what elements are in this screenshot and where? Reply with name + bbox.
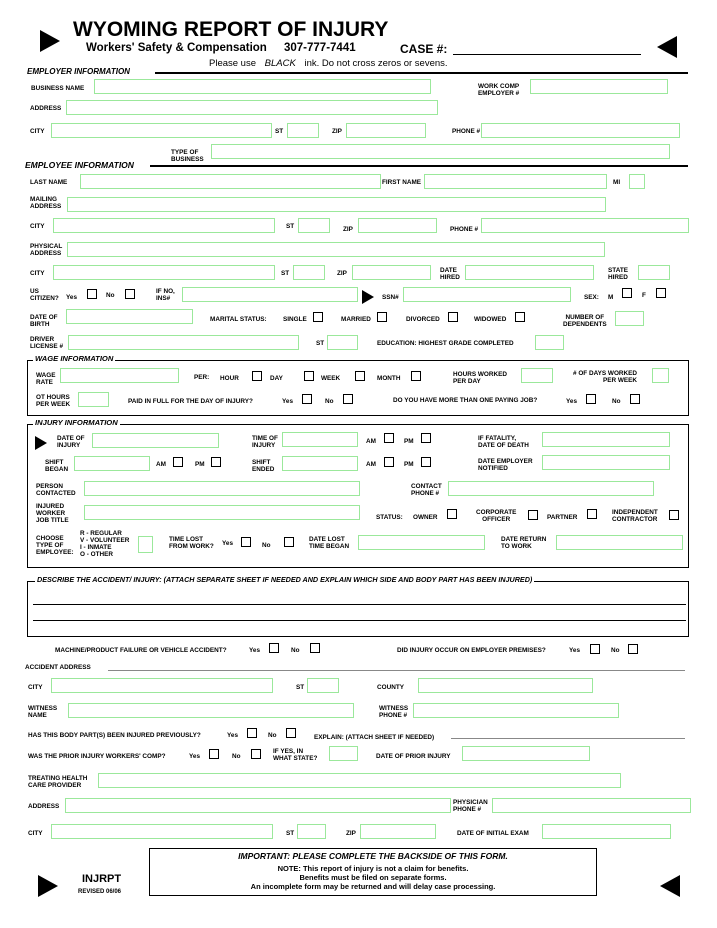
describe-line[interactable] xyxy=(33,604,686,605)
employer-section-title: EMPLOYER INFORMATION xyxy=(27,67,130,76)
physician-phone-field[interactable] xyxy=(492,798,691,813)
employee-city-field[interactable] xyxy=(53,218,275,233)
explain-label: EXPLAIN: (ATTACH SHEET IF NEEDED) xyxy=(314,734,435,741)
premises-no-checkbox[interactable] xyxy=(628,644,638,654)
previous-injury-label: HAS THIS BODY PART(S) BEEN INJURED PREVIOUSLY? xyxy=(28,732,201,739)
date-hired-label: DATE HIRED xyxy=(440,267,460,281)
mi-label: MI xyxy=(613,179,621,186)
sex-label: SEX: xyxy=(584,294,599,301)
injury-section-title: INJURY INFORMATION xyxy=(35,418,118,427)
date-prior-label: DATE OF PRIOR INJURY xyxy=(376,753,451,760)
independent-contractor-label: INDEPENDENT CONTRACTOR xyxy=(612,509,658,523)
witness-name-field[interactable] xyxy=(68,703,354,718)
shift-began-am-label: AM xyxy=(156,461,166,468)
employer-address-label: ADDRESS xyxy=(30,105,62,112)
per-label: PER: xyxy=(194,374,210,381)
prior-no-label: No xyxy=(232,753,241,760)
license-st-label: ST xyxy=(316,340,325,347)
premises-yes-checkbox[interactable] xyxy=(590,644,600,654)
premises-no-label: No xyxy=(611,647,620,654)
injury-pm-label: PM xyxy=(404,438,414,445)
shift-began-am-checkbox[interactable] xyxy=(173,457,183,467)
employee-city-label: CITY xyxy=(30,223,45,230)
wage-section-title: WAGE INFORMATION xyxy=(35,354,114,363)
employee-phone-field[interactable] xyxy=(481,218,689,233)
wage-rate-field[interactable] xyxy=(60,368,179,383)
hour-label: HOUR xyxy=(220,375,239,382)
provider-label: TREATING HEALTH CARE PROVIDER xyxy=(28,775,88,789)
explain-line[interactable] xyxy=(451,738,685,739)
prior-yes-checkbox[interactable] xyxy=(209,749,219,759)
job-title-field[interactable] xyxy=(84,505,360,520)
job-title-label: INJURED WORKER JOB TITLE xyxy=(36,503,69,524)
business-type-field[interactable] xyxy=(211,144,670,159)
license-label: DRIVER LICENSE # xyxy=(30,336,64,350)
week-checkbox[interactable] xyxy=(355,371,365,381)
return-to-work-label: DATE RETURN TO WORK xyxy=(501,536,547,550)
sex-f-label: F xyxy=(642,292,646,299)
shift-ended-pm-checkbox[interactable] xyxy=(421,457,431,467)
married-label: MARRIED xyxy=(341,316,371,323)
arrow-right-icon xyxy=(362,290,374,304)
business-name-label: BUSINESS NAME xyxy=(31,85,85,92)
county-field[interactable] xyxy=(418,678,593,693)
employee-section-title: EMPLOYEE INFORMATION xyxy=(25,160,134,170)
divider xyxy=(155,72,688,74)
employer-zip-label: ZIP xyxy=(332,128,342,135)
paid-in-full-label: PAID IN FULL FOR THE DAY OF INJURY? xyxy=(128,398,253,405)
arrow-right-icon xyxy=(38,875,58,897)
important-notice xyxy=(149,848,597,896)
describe-section-title: DESCRIBE THE ACCIDENT/ INJURY: (ATTACH SEPARATE SHEET IF NEEDED AND EXPLAIN WHICH SIDE AND BODY PART HAS BEEN INJURED) xyxy=(37,575,533,584)
widowed-label: WIDOWED xyxy=(474,316,507,323)
prior-yes-label: Yes xyxy=(189,753,201,760)
machine-yes-checkbox[interactable] xyxy=(269,643,279,653)
employer-st-field[interactable] xyxy=(287,123,319,138)
shift-ended-pm-label: PM xyxy=(404,461,414,468)
note-line: NOTE: This report of injury is not a claim for benefits. xyxy=(277,864,469,873)
month-label: MONTH xyxy=(377,375,401,382)
dependents-label: NUMBER OF DEPENDENTS xyxy=(563,314,607,328)
contact-phone-field[interactable] xyxy=(448,481,654,496)
shift-ended-label: SHIFT ENDED xyxy=(252,459,275,473)
employer-city-label: CITY xyxy=(30,128,45,135)
return-to-work-field[interactable] xyxy=(556,535,683,550)
state-hired-field[interactable] xyxy=(638,265,670,280)
month-checkbox[interactable] xyxy=(411,371,421,381)
physician-phone-label: PHYSICIAN PHONE # xyxy=(453,799,488,813)
prev-yes-label: Yes xyxy=(227,732,239,739)
hour-checkbox[interactable] xyxy=(252,371,262,381)
single-label: SINGLE xyxy=(283,316,307,323)
case-label: CASE #: xyxy=(400,42,448,56)
lost-time-began-field[interactable] xyxy=(358,535,485,550)
describe-line[interactable] xyxy=(33,620,686,621)
day-label: DAY xyxy=(270,375,283,382)
premises-label: DID INJURY OCCUR ON EMPLOYER PREMISES? xyxy=(397,647,546,654)
first-name-field[interactable] xyxy=(424,174,607,189)
accident-city-field[interactable] xyxy=(51,678,273,693)
last-name-label: LAST NAME xyxy=(30,179,68,186)
accident-address-line[interactable] xyxy=(108,670,685,671)
fatality-label: IF FATALITY, DATE OF DEATH xyxy=(478,435,529,449)
partner-checkbox[interactable] xyxy=(587,509,597,519)
employer-city-field[interactable] xyxy=(51,123,272,138)
provider-st-field[interactable] xyxy=(297,824,326,839)
paid-yes-label: Yes xyxy=(282,398,294,405)
business-name-field[interactable] xyxy=(94,79,431,94)
hours-worked-field[interactable] xyxy=(521,368,553,383)
which-state-label: IF YES, IN WHAT STATE? xyxy=(273,748,318,762)
hours-worked-label: HOURS WORKED PER DAY xyxy=(453,371,507,385)
work-comp-label: WORK COMP EMPLOYER # xyxy=(478,83,520,97)
prev-yes-checkbox[interactable] xyxy=(247,728,257,738)
arrow-right-icon xyxy=(35,436,47,450)
divider xyxy=(150,165,688,167)
divorced-label: DIVORCED xyxy=(406,316,440,323)
dependents-field[interactable] xyxy=(615,311,644,326)
employer-address-field[interactable] xyxy=(66,100,438,115)
person-contacted-label: PERSON CONTACTED xyxy=(36,483,76,497)
shift-ended-am-label: AM xyxy=(366,461,376,468)
lost-yes-checkbox[interactable] xyxy=(241,537,251,547)
machine-failure-label: MACHINE/PRODUCT FAILURE OR VEHICLE ACCIDENT? xyxy=(55,647,227,654)
mailing-address-label: MAILING ADDRESS xyxy=(30,196,62,210)
date-prior-field[interactable] xyxy=(462,746,590,761)
corporate-officer-label: CORPORATE OFFICER xyxy=(476,509,517,523)
shift-began-field[interactable] xyxy=(74,456,150,471)
prev-no-label: No xyxy=(268,732,277,739)
shift-began-pm-checkbox[interactable] xyxy=(211,457,221,467)
injury-am-checkbox[interactable] xyxy=(384,433,394,443)
citizen-no-label: No xyxy=(106,292,115,299)
employee-city2-field[interactable] xyxy=(53,265,275,280)
page-title: WYOMING REPORT OF INJURY xyxy=(73,18,389,41)
county-label: COUNTY xyxy=(377,684,404,691)
wage-rate-label: WAGE RATE xyxy=(36,372,56,386)
ot-hours-field[interactable] xyxy=(78,392,109,407)
contact-phone-label: CONTACT PHONE # xyxy=(411,483,442,497)
mi-field[interactable] xyxy=(629,174,645,189)
paid-yes-checkbox[interactable] xyxy=(302,394,312,404)
provider-city-label: CITY xyxy=(28,830,43,837)
initial-exam-label: DATE OF INITIAL EXAM xyxy=(457,830,529,837)
date-of-injury-field[interactable] xyxy=(92,433,219,448)
education-label: EDUCATION: HIGHEST GRADE COMPLETED xyxy=(377,340,514,347)
work-comp-field[interactable] xyxy=(530,79,668,94)
sex-f-checkbox[interactable] xyxy=(656,288,666,298)
initial-exam-field[interactable] xyxy=(542,824,671,839)
education-field[interactable] xyxy=(535,335,564,350)
lost-no-checkbox[interactable] xyxy=(284,537,294,547)
employer-phone-label: PHONE # xyxy=(452,128,481,135)
ins-field[interactable] xyxy=(182,287,358,302)
form-code: INJRPT xyxy=(82,873,122,885)
fatality-field[interactable] xyxy=(542,432,670,447)
employee-st-label: ST xyxy=(286,223,295,230)
employer-notified-label: DATE EMPLOYER NOTIFIED xyxy=(478,458,533,472)
injury-pm-checkbox[interactable] xyxy=(421,433,431,443)
ins-label: IF NO, INS# xyxy=(156,288,175,302)
widowed-checkbox[interactable] xyxy=(515,312,525,322)
provider-city-field[interactable] xyxy=(51,824,273,839)
describe-section[interactable] xyxy=(27,581,689,637)
shift-ended-field[interactable] xyxy=(282,456,358,471)
machine-no-label: No xyxy=(291,647,300,654)
agency-name: Workers' Safety & Compensation xyxy=(86,42,267,54)
owner-label: OWNER xyxy=(413,514,438,521)
sex-m-checkbox[interactable] xyxy=(622,288,632,298)
jobs-no-checkbox[interactable] xyxy=(630,394,640,404)
accident-city-label: CITY xyxy=(28,684,43,691)
time-lost-label: TIME LOST FROM WORK? xyxy=(169,536,214,550)
person-contacted-field[interactable] xyxy=(84,481,360,496)
arrow-left-icon xyxy=(657,36,677,58)
dob-label: DATE OF BIRTH xyxy=(30,314,58,328)
which-state-field[interactable] xyxy=(329,746,358,761)
employee-phone-label: PHONE # xyxy=(450,226,479,233)
arrow-right-icon xyxy=(40,30,60,52)
employee-st2-label: ST xyxy=(281,270,290,277)
premises-yes-label: Yes xyxy=(569,647,581,654)
first-name-label: FIRST NAME xyxy=(382,179,422,186)
employer-phone-field[interactable] xyxy=(481,123,680,138)
ink-instruction: Please use BLACK ink. Do not cross zeros or sevens. xyxy=(209,58,448,69)
witness-phone-label: WITNESS PHONE # xyxy=(379,705,409,719)
employee-type-label: CHOOSE TYPE OF EMPLOYEE: xyxy=(36,535,74,556)
lost-no-label: No xyxy=(262,542,271,549)
partner-label: PARTNER xyxy=(547,514,578,521)
day-checkbox[interactable] xyxy=(304,371,314,381)
important-heading: IMPORTANT: PLEASE COMPLETE THE BACKSIDE OF THIS FORM. xyxy=(238,851,508,861)
lost-yes-label: Yes xyxy=(222,540,234,547)
week-label: WEEK xyxy=(321,375,341,382)
employee-type-field[interactable] xyxy=(138,536,153,553)
license-st-field[interactable] xyxy=(327,335,358,350)
employee-zip-field[interactable] xyxy=(358,218,437,233)
divorced-checkbox[interactable] xyxy=(448,312,458,322)
employer-st-label: ST xyxy=(275,128,284,135)
owner-checkbox[interactable] xyxy=(447,509,457,519)
prior-comp-label: WAS THE PRIOR INJURY WORKERS' COMP? xyxy=(28,753,166,760)
prev-no-checkbox[interactable] xyxy=(286,728,296,738)
arrow-left-icon xyxy=(660,875,680,897)
witness-phone-field[interactable] xyxy=(413,703,619,718)
note-line: An incomplete form may be returned and will delay case processing. xyxy=(250,882,496,891)
employee-zip-label: ZIP xyxy=(343,226,353,233)
shift-began-label: SHIFT BEGAN xyxy=(45,459,69,473)
agency-phone: 307-777-7441 xyxy=(284,42,356,54)
employee-zip2-field[interactable] xyxy=(352,265,431,280)
days-worked-field[interactable] xyxy=(652,368,669,383)
provider-field[interactable] xyxy=(98,773,621,788)
injury-am-label: AM xyxy=(366,438,376,445)
business-type-label: TYPE OF BUSINESS xyxy=(171,149,204,163)
provider-zip-field[interactable] xyxy=(360,824,436,839)
prior-no-checkbox[interactable] xyxy=(251,749,261,759)
status-label: STATUS: xyxy=(376,514,403,521)
employee-st2-field[interactable] xyxy=(293,265,325,280)
shift-ended-am-checkbox[interactable] xyxy=(384,457,394,467)
machine-no-checkbox[interactable] xyxy=(310,643,320,653)
single-checkbox[interactable] xyxy=(313,312,323,322)
last-name-field[interactable] xyxy=(80,174,381,189)
employer-zip-field[interactable] xyxy=(346,123,426,138)
jobs-yes-label: Yes xyxy=(566,398,578,405)
state-hired-label: STATE HIRED xyxy=(608,267,628,281)
date-of-injury-label: DATE OF INJURY xyxy=(57,435,85,449)
accident-address-label: ACCIDENT ADDRESS xyxy=(25,664,91,671)
provider-zip-label: ZIP xyxy=(346,830,356,837)
sex-m-label: M xyxy=(608,294,614,301)
case-line[interactable] xyxy=(453,54,641,55)
marital-status-label: MARITAL STATUS: xyxy=(210,316,267,323)
employee-city2-label: CITY xyxy=(30,270,45,277)
date-hired-field[interactable] xyxy=(465,265,594,280)
independent-contractor-checkbox[interactable] xyxy=(669,510,679,520)
employer-notified-field[interactable] xyxy=(542,455,670,470)
us-citizen-label: US CITIZEN? xyxy=(30,288,59,302)
machine-yes-label: Yes xyxy=(249,647,261,654)
employee-st-field[interactable] xyxy=(298,218,330,233)
married-checkbox[interactable] xyxy=(377,312,387,322)
time-of-injury-field[interactable] xyxy=(282,432,358,447)
provider-address-field[interactable] xyxy=(65,798,451,813)
license-field[interactable] xyxy=(68,335,299,350)
citizen-yes-checkbox[interactable] xyxy=(87,289,97,299)
citizen-yes-label: Yes xyxy=(66,294,78,301)
lost-time-began-label: DATE LOST TIME BEGAN xyxy=(309,536,350,550)
mailing-address-field[interactable] xyxy=(67,197,606,212)
citizen-no-checkbox[interactable] xyxy=(125,289,135,299)
accident-st-field[interactable] xyxy=(307,678,339,693)
physical-address-field[interactable] xyxy=(67,242,605,257)
dob-field[interactable] xyxy=(66,309,193,324)
provider-address-label: ADDRESS xyxy=(28,803,60,810)
ot-hours-label: OT HOURS PER WEEK xyxy=(36,394,71,408)
jobs-no-label: No xyxy=(612,398,621,405)
ssn-label: SSN# xyxy=(382,294,399,301)
provider-st-label: ST xyxy=(286,830,295,837)
accident-st-label: ST xyxy=(296,684,305,691)
employee-type-options: R - REGULAR V - VOLUNTEER I - INMATE O - OTHER xyxy=(80,530,130,558)
paid-no-label: No xyxy=(325,398,334,405)
corporate-officer-checkbox[interactable] xyxy=(528,510,538,520)
more-jobs-label: DO YOU HAVE MORE THAN ONE PAYING JOB? xyxy=(393,397,538,404)
note-line: Benefits must be filed on separate forms. xyxy=(299,873,447,882)
shift-began-pm-label: PM xyxy=(195,461,205,468)
employee-zip2-label: ZIP xyxy=(337,270,347,277)
witness-name-label: WITNESS NAME xyxy=(28,705,58,719)
jobs-yes-checkbox[interactable] xyxy=(586,394,596,404)
physical-address-label: PHYSICAL ADDRESS xyxy=(30,243,63,257)
ssn-field[interactable] xyxy=(403,287,571,302)
revised-date: REVISED 06/06 xyxy=(78,889,122,895)
days-worked-label: # OF DAYS WORKED PER WEEK xyxy=(573,370,638,384)
time-of-injury-label: TIME OF INJURY xyxy=(252,435,278,449)
paid-no-checkbox[interactable] xyxy=(343,394,353,404)
